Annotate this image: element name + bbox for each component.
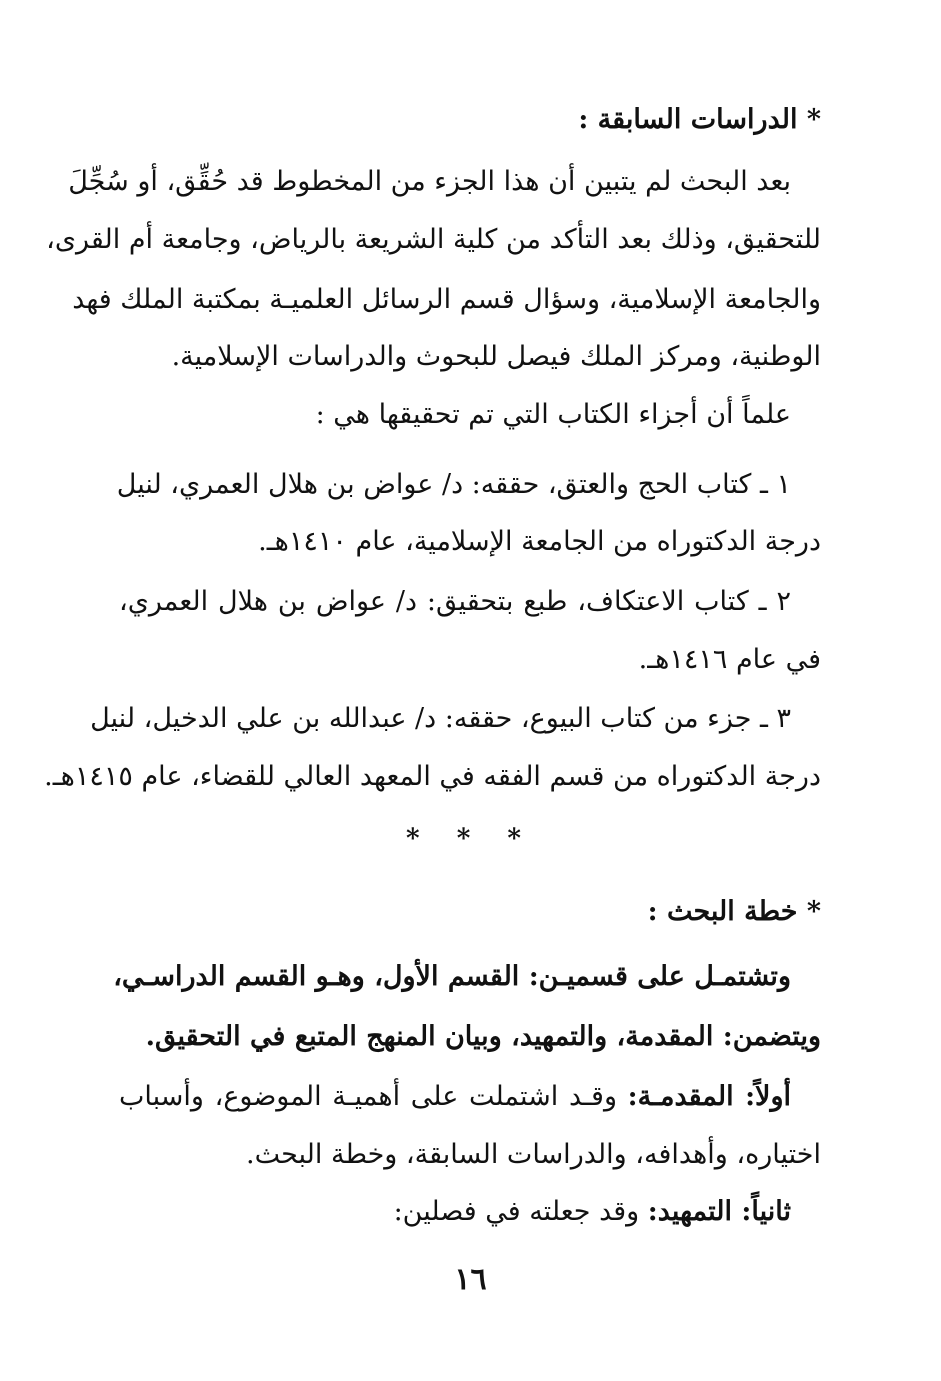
second-item-text: وقد جعلته في فصلين: — [393, 1196, 648, 1227]
second-item-label: ثانياً: التمهيد: — [647, 1196, 791, 1227]
paragraph-line: ويتضمن: المقدمة، والتمهيد، وبيان المنهج المتبع في التحقيق. — [145, 1021, 821, 1052]
list-item-2-line-1: ٢ ـ كتاب الاعتكاف، طبع بتحقيق: د/ عواض بن هلال العمري، — [119, 586, 791, 617]
section-separator: * * * — [406, 824, 535, 854]
paragraph-line: والجامعة الإسلامية، وسؤال قسم الرسائل العلميـة بمكتبة الملك فهد — [72, 284, 821, 315]
list-item-3-line-2: درجة الدكتوراه من قسم الفقه في المعهد العالي للقضاء، عام ١٤١٥هـ. — [44, 761, 821, 792]
list-item-3-line-1: ٣ ـ جزء من كتاب البيوع، حققه: د/ عبدالله بن علي الدخيل، لنيل — [90, 703, 791, 734]
first-item-text: وقـد اشتملت على أهميـة الموضوع، وأسباب — [119, 1081, 628, 1112]
list-item-1-line-2: درجة الدكتوراه من الجامعة الإسلامية، عام ١٤١٠هـ. — [258, 526, 821, 557]
paragraph-line: علماً أن أجزاء الكتاب التي تم تحقيقها هي : — [315, 399, 791, 430]
paragraph-line — [119, 1190, 791, 1234]
paragraph-line: للتحقيق، وذلك بعد التأكد من كلية الشريعة بالرياض، وجامعة أم القرى، — [46, 224, 821, 255]
paragraph-line — [119, 1075, 791, 1119]
section-heading-research-plan: * خطة البحث : — [647, 896, 821, 927]
section-heading-previous-studies: * الدراسات السابقة : — [578, 104, 821, 135]
paragraph-line: بعد البحث لم يتبين أن هذا الجزء من المخطوط قد حُقِّق، أو سُجِّلَ — [68, 166, 791, 197]
paragraph-line: الوطنية، ومركز الملك فيصل للبحوث والدراسات الإسلامية. — [171, 341, 821, 372]
list-item-1-line-1: ١ ـ كتاب الحج والعتق، حققه: د/ عواض بن هلال العمري، لنيل — [116, 469, 791, 500]
paragraph-line: اختياره، وأهدافه، والدراسات السابقة، وخطة البحث. — [246, 1139, 821, 1170]
page-number: ١٦ — [454, 1262, 487, 1297]
list-item-2-line-2: في عام ١٤١٦هـ. — [638, 644, 821, 675]
first-item-label: أولاً: المقدمـة: — [627, 1081, 791, 1112]
paragraph-line: وتشتمـل على قسميـن: القسم الأول، وهـو القسم الدراسـي، — [113, 961, 791, 992]
